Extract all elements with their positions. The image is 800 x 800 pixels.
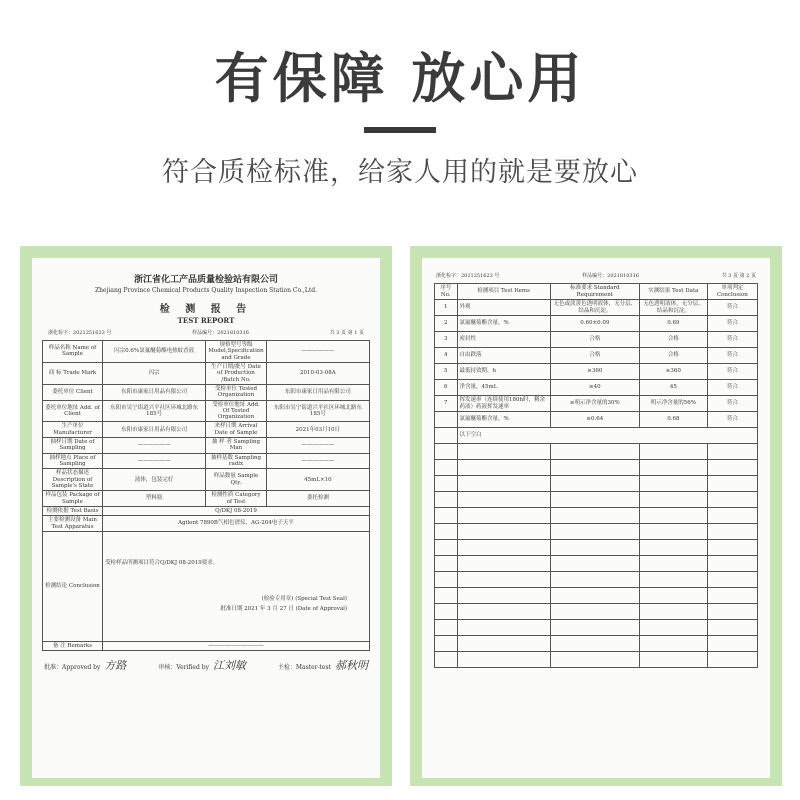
field-label: 来样日期 Arrival Date of Sample [206, 422, 266, 438]
field-value: —————— [103, 438, 206, 454]
empty-cell [640, 604, 708, 620]
empty-cell [435, 524, 458, 540]
results-cell-item: 净含量，45mL [457, 380, 550, 396]
empty-row [435, 540, 758, 556]
conclusion-label: 检测结论 Conclusion [43, 531, 103, 641]
results-cell-item: 外观 [457, 300, 550, 316]
empty-cell [707, 508, 757, 524]
report-title-en: TEST REPORT [177, 316, 235, 325]
results-header-cell: 序号 No. [435, 284, 458, 300]
empty-cell [550, 460, 639, 476]
empty-row [435, 492, 758, 508]
report-page-1 [32, 258, 380, 778]
empty-row [435, 524, 758, 540]
empty-cell [435, 492, 458, 508]
empty-cell [550, 524, 639, 540]
results-row [435, 380, 758, 396]
sample-info-row [43, 362, 370, 384]
results-header-cell: 实测结果 Test Data [640, 284, 708, 300]
conclusion-row [43, 531, 370, 641]
field-label: 规格型号等级 Model,Specification and Grade [206, 341, 266, 363]
page-number-2: 共 3 页 第 2 页 [721, 273, 756, 279]
field-label: 委托单位地址 Add. of Client [43, 400, 103, 422]
field-label: 样品状态描述 Description of Sample's State [43, 469, 103, 491]
empty-cell [457, 636, 550, 652]
empty-cell [550, 572, 639, 588]
results-cell-con: 符合 [707, 348, 757, 364]
empty-cell [640, 492, 708, 508]
results-cell-no [435, 412, 458, 428]
empty-cell [457, 476, 550, 492]
empty-cell [707, 636, 757, 652]
empty-row [435, 588, 758, 604]
results-cell-item: 氯氟醚菊酯含量，% [457, 316, 550, 332]
results-cell-con: 符合 [707, 316, 757, 332]
sample-info-row [43, 491, 370, 507]
results-cell-data: 明示净含量的56% [640, 396, 708, 412]
sample-info-table [42, 340, 370, 651]
approved-label: 批准：Approved by [44, 664, 101, 672]
empty-row [435, 460, 758, 476]
headline: 有保障 放心用 [214, 47, 586, 110]
empty-cell [707, 492, 757, 508]
results-cell-con: 符合 [707, 396, 757, 412]
empty-cell [435, 620, 458, 636]
empty-cell [435, 588, 458, 604]
divider-bar [364, 127, 436, 133]
test-basis-value: Q/DKJ 08-2019 [103, 506, 370, 515]
results-cell-item: 氯氟醚菊酯含量，% [457, 412, 550, 428]
verified-signature: 江刘敏 [212, 659, 246, 673]
empty-cell [457, 524, 550, 540]
empty-cell [707, 556, 757, 572]
results-cell-con: 符合 [707, 412, 757, 428]
master-label: 主检：Master-test [277, 664, 331, 672]
empty-cell [435, 444, 458, 460]
empty-cell [640, 636, 708, 652]
empty-cell [640, 444, 708, 460]
empty-cell [640, 556, 708, 572]
field-label: 样品名称 Name of Sample [43, 341, 103, 363]
empty-cell [640, 652, 708, 668]
page-number: 共 3 页 第 1 页 [329, 330, 364, 336]
empty-cell [707, 540, 757, 556]
results-cell-no: 2 [435, 316, 458, 332]
approval-date: 批准日期 2021 年 3 月 27 日 (Date of Approval) [220, 606, 347, 613]
field-value: 2010-03-08A [266, 362, 369, 384]
results-cell-data: 合格 [640, 332, 708, 348]
results-header-cell: 标准要求 Standard Requirement [550, 284, 639, 300]
results-cell-req: ≥360 [550, 364, 639, 380]
field-value: 东阳市吴宁街道兴平社区环城北路东185号 [103, 400, 206, 422]
empty-cell [707, 652, 757, 668]
empty-cell [435, 604, 458, 620]
field-label: 抽样日期 Date of Sampling [43, 438, 103, 454]
results-row [435, 300, 758, 316]
empty-row [435, 636, 758, 652]
results-header-row [435, 284, 758, 300]
org-name-cn: 浙江省化工产品质量检验站有限公司 [133, 275, 278, 285]
empty-row [435, 444, 758, 460]
signature-row [44, 657, 368, 673]
test-basis-row [43, 506, 370, 515]
report-number-2: 浙化检字：2021251623 号 [436, 273, 500, 279]
remarks-value: —————————— [103, 641, 370, 650]
test-results-table [434, 283, 758, 668]
conclusion-value: 受检样品所测项目符合Q/DKJ 08-2019要求。 [105, 559, 219, 566]
remarks-row [43, 641, 370, 650]
results-cell-req: 合格 [550, 332, 639, 348]
field-label: 商 标 Trade Mark [43, 362, 103, 384]
empty-cell [457, 444, 550, 460]
results-cell-con: 符合 [707, 380, 757, 396]
sample-info-row [43, 341, 370, 363]
results-cell-item: 密封性 [457, 332, 550, 348]
results-cell-no: 1 [435, 300, 458, 316]
results-cell-no: 6 [435, 380, 458, 396]
field-value: 2021年03月10日 [266, 422, 369, 438]
empty-cell [640, 524, 708, 540]
empty-cell [640, 460, 708, 476]
empty-cell [435, 572, 458, 588]
results-cell-data: 0.68 [640, 412, 708, 428]
org-name-en: Zhejiang Province Chemical Products Quality Inspection Station Co.,Ltd. [95, 287, 317, 294]
field-label: 抽样基数 Sampling radix [206, 453, 266, 469]
results-cell-data: 无色透明液体，无分层、结晶和沉淀。 [640, 300, 708, 316]
empty-cell [435, 476, 458, 492]
results-cell-req: 无色或淡黄色透明液体，无分层、结晶和沉淀。 [550, 300, 639, 316]
results-cell-item: 最低持效期，h [457, 364, 550, 380]
field-value: 塑料瓶 [103, 491, 206, 507]
empty-cell [640, 476, 708, 492]
results-cell-con: 符合 [707, 332, 757, 348]
conclusion-cell [103, 531, 370, 641]
results-cell-req: 0.60±0.09 [550, 316, 639, 332]
field-value: 闪宗 [103, 362, 206, 384]
empty-cell [435, 556, 458, 572]
empty-cell [435, 460, 458, 476]
empty-cell [640, 620, 708, 636]
field-value: 液体，包装完好 [103, 469, 206, 491]
results-cell-no: 5 [435, 364, 458, 380]
results-cell-data: 合格 [640, 348, 708, 364]
approved-signature: 方路 [104, 659, 127, 673]
empty-cell [550, 652, 639, 668]
results-cell-req: 合格 [550, 348, 639, 364]
empty-cell [707, 604, 757, 620]
results-cell-no: 7 [435, 396, 458, 412]
empty-cell [640, 588, 708, 604]
report-number: 浙化检字：2021251623 号 [48, 330, 112, 336]
empty-cell [457, 460, 550, 476]
results-cell-item: 自由跌落 [457, 348, 550, 364]
results-row [435, 396, 758, 412]
empty-cell [435, 636, 458, 652]
results-cell-req: ≥40 [550, 380, 639, 396]
sample-info-row [43, 422, 370, 438]
sample-info-row [43, 453, 370, 469]
results-cell-data: 45 [640, 380, 708, 396]
serial-number: 样品编号：2021810316 [192, 330, 249, 336]
remarks-label: 备 注 Remarks [43, 641, 103, 650]
empty-cell [457, 604, 550, 620]
empty-row [435, 652, 758, 668]
empty-cell [550, 604, 639, 620]
empty-cell [435, 508, 458, 524]
blank-note: 以下空白 [457, 428, 758, 444]
sample-info-row [43, 438, 370, 454]
empty-cell [457, 572, 550, 588]
report-page-2 [422, 258, 770, 778]
empty-cell [550, 476, 639, 492]
empty-cell [550, 620, 639, 636]
empty-cell [550, 492, 639, 508]
results-cell-con: 符合 [707, 300, 757, 316]
subtitle: 符合质检标准，给家人用的就是要放心 [162, 157, 638, 188]
empty-cell [707, 620, 757, 636]
report-page-1-frame [20, 246, 392, 786]
empty-row [435, 620, 758, 636]
empty-cell [707, 476, 757, 492]
report-title-cn: 检 测 报 告 [159, 304, 253, 315]
report-page-2-frame [410, 246, 782, 786]
test-basis-label: 检测依据 Test Basis [43, 506, 103, 515]
empty-row [435, 604, 758, 620]
test-apparatus-row [43, 516, 370, 532]
results-cell-con: 符合 [707, 364, 757, 380]
empty-cell [457, 540, 550, 556]
empty-row [435, 476, 758, 492]
empty-cell [640, 572, 708, 588]
results-row [435, 412, 758, 428]
empty-cell [457, 492, 550, 508]
results-row [435, 332, 758, 348]
results-header-cell: 单项判定 Conclusion [707, 284, 757, 300]
field-label: 生产日期/批号 Date of Production /Batch No. [206, 362, 266, 384]
master-signature: 郝秋明 [334, 659, 368, 673]
field-value: 45mL×10 [266, 469, 369, 491]
field-value: 东阳市康家日用品有限公司 [103, 384, 206, 400]
field-label: 委托单位 Client [43, 384, 103, 400]
field-value: 东阳市康家日用品有限公司 [103, 422, 206, 438]
field-label: 受检单位地址 Add. Of Tested Organization [206, 400, 266, 422]
results-cell-item: 挥发速率（连续使用180h时，剩余药液）药液挥发速率 [457, 396, 550, 412]
empty-row [435, 508, 758, 524]
test-apparatus-value: Agilent 7890B气相色谱仪、AG-204电子天平 [103, 516, 370, 532]
field-value: —————— [266, 438, 369, 454]
results-cell-req: ≥0.64 [550, 412, 639, 428]
results-cell-data: 0.69 [640, 316, 708, 332]
results-cell-data: ≥360 [640, 364, 708, 380]
field-value: 东阳市吴宁街道兴平社区环城北路东185号 [266, 400, 369, 422]
results-row [435, 348, 758, 364]
empty-cell [457, 620, 550, 636]
results-row [435, 364, 758, 380]
empty-cell [550, 636, 639, 652]
empty-cell [550, 588, 639, 604]
results-header-cell: 检测项目 Test Items [457, 284, 550, 300]
seal-text: (检验专用章) (Special Test Seal) [261, 596, 347, 603]
empty-cell [457, 652, 550, 668]
field-label: 样品包装 Package of Sample [43, 491, 103, 507]
empty-cell [550, 540, 639, 556]
empty-cell [550, 556, 639, 572]
report-meta-2 [436, 272, 756, 279]
report-meta [48, 329, 364, 336]
empty-row [435, 556, 758, 572]
field-label: 生产单位 Manufacturer [43, 422, 103, 438]
empty-cell [707, 460, 757, 476]
results-row [435, 316, 758, 332]
empty-cell [550, 508, 639, 524]
empty-cell [435, 652, 458, 668]
test-apparatus-label: 主要检测设备 Main Test Apparatus [43, 516, 103, 532]
empty-row [435, 572, 758, 588]
field-value: —————— [103, 453, 206, 469]
verified-label: 审核：Verified by [158, 664, 209, 672]
field-value: 闪宗0.6%氯氟醚菊酯电热蚊香液 [103, 341, 206, 363]
sample-info-row [43, 384, 370, 400]
field-label: 样品数量 Sample Qty. [206, 469, 266, 491]
empty-cell [707, 572, 757, 588]
sample-info-row [43, 400, 370, 422]
empty-cell [435, 540, 458, 556]
field-value: —————— [266, 453, 369, 469]
field-value: —————— [266, 341, 369, 363]
empty-cell [457, 508, 550, 524]
field-label: 抽样地点 Place of Sampling [43, 453, 103, 469]
field-label: 受检单位 Tested Organization [206, 384, 266, 400]
empty-cell [457, 556, 550, 572]
sample-info-row [43, 469, 370, 491]
empty-cell [707, 524, 757, 540]
empty-cell [640, 540, 708, 556]
empty-cell [550, 444, 639, 460]
results-cell-req: ≥明示净含量的30% [550, 396, 639, 412]
serial-number-2: 样品编号：2021810316 [582, 273, 639, 279]
empty-cell [457, 588, 550, 604]
field-label: 抽 样 者 Sampling Man [206, 438, 266, 454]
empty-cell [707, 588, 757, 604]
empty-cell [707, 444, 757, 460]
field-value: 委托检测 [266, 491, 369, 507]
blank-note-row [435, 428, 758, 444]
results-cell-no: 3 [435, 332, 458, 348]
field-value: 东阳市康家日用品有限公司 [266, 384, 369, 400]
results-cell-no: 4 [435, 348, 458, 364]
field-label: 检测性质 Category of Test [206, 491, 266, 507]
empty-cell [640, 508, 708, 524]
